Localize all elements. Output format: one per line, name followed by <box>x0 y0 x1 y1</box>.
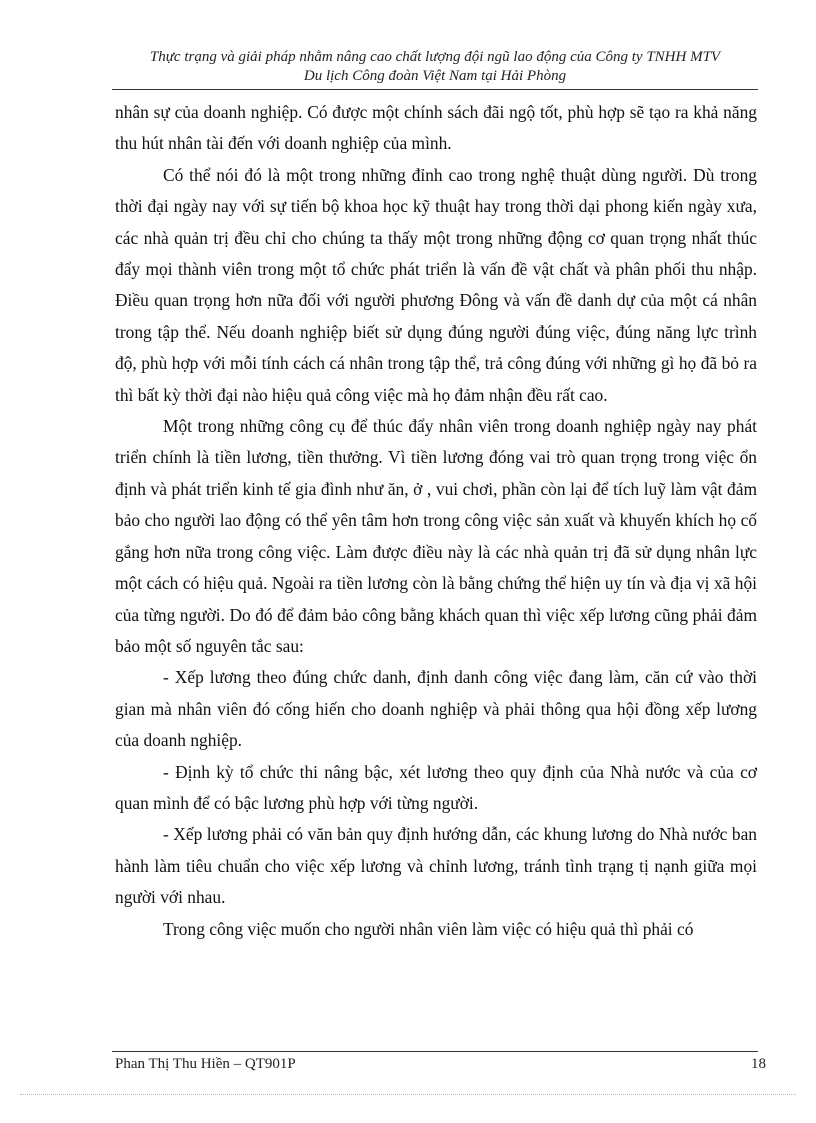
paragraph-continuation: nhân sự của doanh nghiệp. Có được một chính sách đãi ngộ tốt, phù hợp sẽ tạo ra khả năng thu hút nhân tài đến với doanh nghiệp của mình. <box>115 102 757 154</box>
list-item: - Xếp lương theo đúng chức danh, định danh công việc đang làm, căn cứ vào thời gian mà nhân viên đó cống hiến cho doanh nghiệp và phải thông qua hội đồng xếp lương của doanh nghiệp. <box>115 667 757 751</box>
page-number: 18 <box>751 1056 766 1072</box>
page-bottom-divider <box>20 1094 796 1095</box>
footer-author: Phan Thị Thu Hiền – QT901P <box>115 1056 296 1072</box>
header-line-2: Du lịch Công đoàn Việt Nam tại Hải Phòng <box>303 68 567 84</box>
paragraph: Một trong những công cụ để thúc đẩy nhân viên trong doanh nghiệp ngày nay phát triển chính là tiền lương, tiền thưởng. Vì tiền lương đóng vai trò quan trọng trong việc ổn định và phát triển kinh tế gia đình như ăn, ở , vui chơi, phần còn lại để tích luỹ làm vật đảm bảo cho người lao động có thể yên tâm hơn trong công việc sản xuất và khuyến khích họ cố gắng hơn nữa trong công việc. Làm được điều này là các nhà quản trị đã sử dụng nhân lực một cách có hiệu quả. Ngoài ra tiền lương còn là bằng chứng thể hiện uy tín và địa vị xã hội của từng người. Do đó để đảm bảo công bằng khách quan thì việc xếp lương cũng phải đảm bảo một số nguyên tắc sau: <box>115 416 757 656</box>
header-line-1: Thực trạng và giải pháp nhằm nâng cao chất lượng đội ngũ lao động của Công ty TNHH MTV <box>149 49 721 65</box>
footer-rule <box>112 1051 758 1052</box>
paragraph: Trong công việc muốn cho người nhân viên làm việc có hiệu quả thì phải có <box>163 918 694 939</box>
running-header <box>112 48 758 86</box>
list-item: - Xếp lương phải có văn bản quy định hướng dẫn, các khung lương do Nhà nước ban hành làm tiêu chuẩn cho việc xếp lương và chỉnh lương, tránh tình trạng tị nạnh giữa mọi người với nhau. <box>115 824 757 908</box>
header-rule <box>112 89 758 90</box>
body-text <box>115 97 757 945</box>
list-item: - Định kỳ tổ chức thi nâng bậc, xét lương theo quy định của Nhà nước và của cơ quan mình để có bậc lương phù hợp với từng người. <box>115 761 757 813</box>
paragraph: Có thể nói đó là một trong những đỉnh cao trong nghệ thuật dùng người. Dù trong thời đại ngày nay với sự tiến bộ khoa học kỹ thuật hay trong thời dại phong kiến ngày xưa, các nhà quản trị đều chỉ cho chúng ta thấy một trong những động cơ quan trọng nhất thúc đẩy mọi thành viên trong một tổ chức phát triển là vấn đề vật chất và phân phối thu nhập. Điều quan trọng hơn nữa đối với người phương Đông và vấn đề danh dự của một cá nhân trong tập thể. Nếu doanh nghiệp biết sử dụng đúng người đúng việc, đúng năng lực trình độ, phù hợp với mỗi tính cách cá nhân trong tập thể, trả công đúng với những gì họ đã bỏ ra thì bất kỳ thời đại nào hiệu quả công việc mà họ đảm nhận đều rất cao. <box>115 164 757 405</box>
